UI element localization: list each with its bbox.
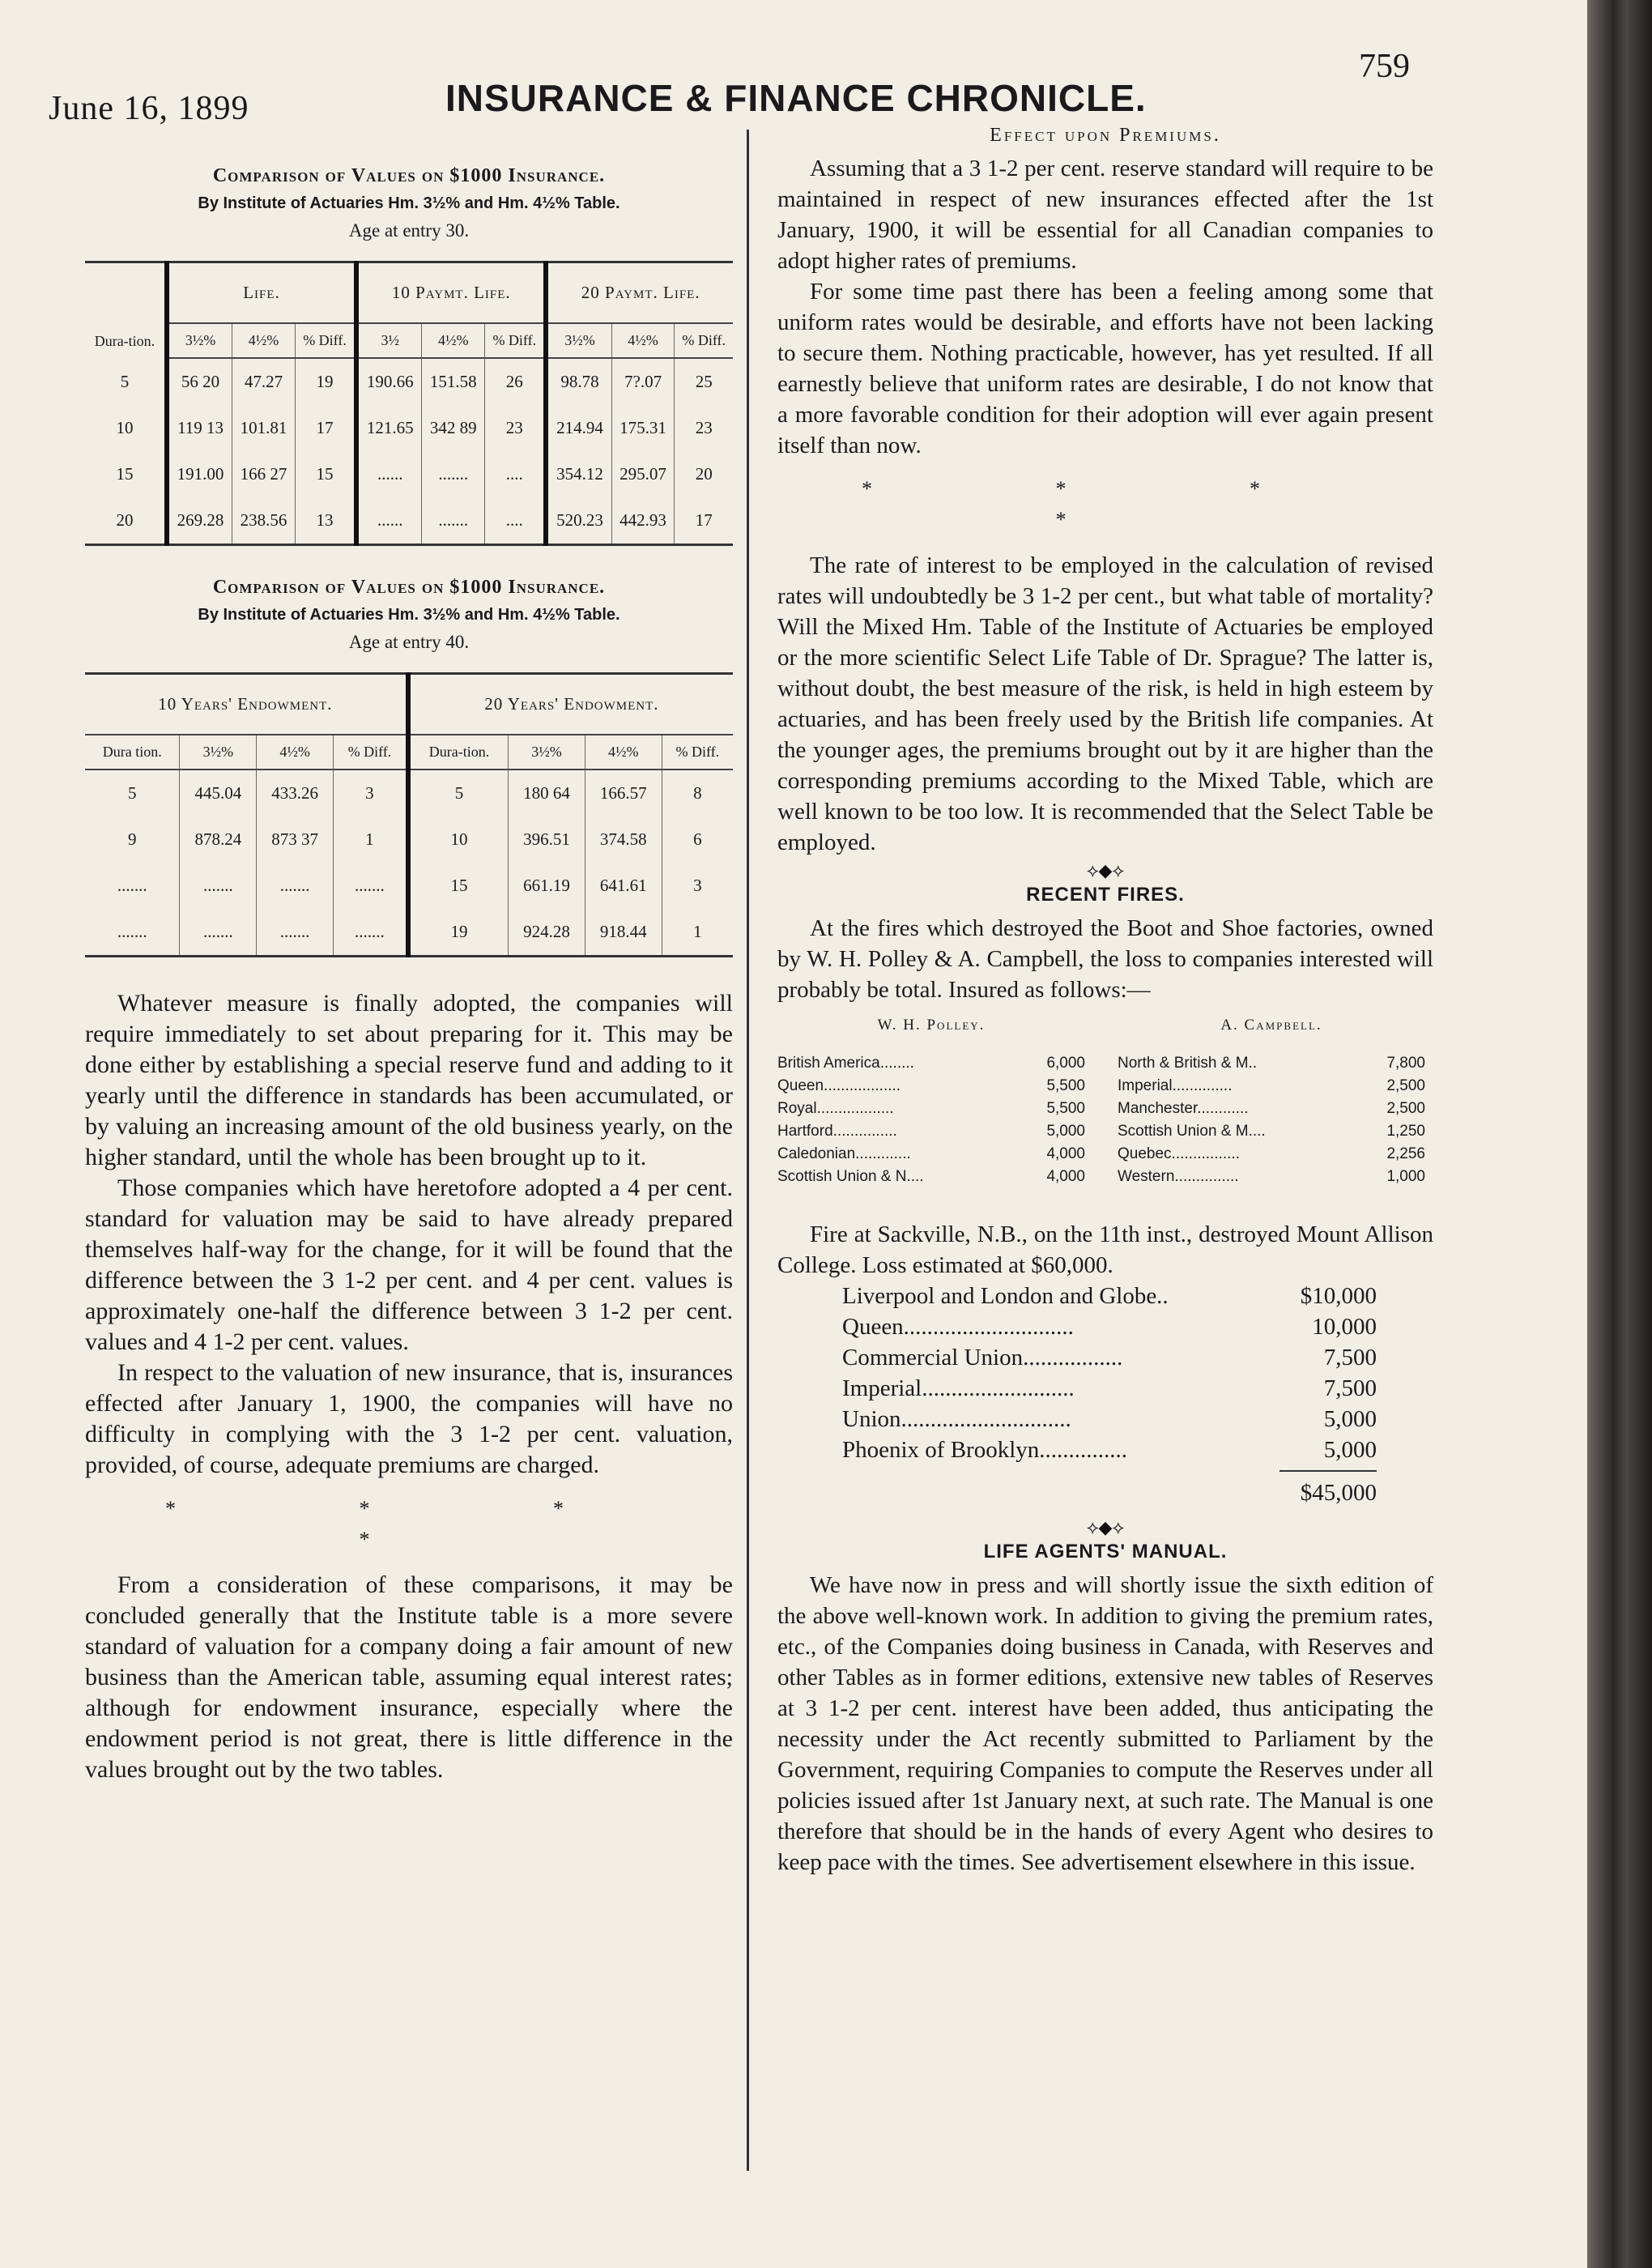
column-divider [747, 130, 749, 2171]
effect-article-body [777, 153, 1433, 858]
table-cell: 119 13 [167, 405, 232, 451]
table1-group-life: Life. [167, 262, 356, 324]
table-cell: 191.00 [167, 451, 232, 497]
table2-subheader: % Diff. [662, 735, 733, 770]
table-cell: 342 89 [422, 405, 485, 451]
table-cell: 214.94 [546, 405, 611, 451]
table-cell: 26 [485, 358, 547, 405]
insurer-amount: 4,000 [1046, 1145, 1085, 1162]
table1-subheader: 3½% [546, 323, 611, 358]
list-item [777, 1098, 1085, 1120]
table-cell: ....... [422, 451, 485, 497]
insurer-name: Hartford............... [777, 1123, 897, 1140]
table-cell: 190.66 [356, 358, 422, 405]
insurer-amount: 5,000 [1046, 1123, 1085, 1140]
table-cell: 445.04 [180, 770, 257, 816]
table1-subheader: 4½% [232, 323, 296, 358]
table2-caption-subtitle: By Institute of Actuaries Hm. 3½% and Hm. 4½% Table. [198, 606, 620, 624]
insurer-name: Queen.................. [777, 1077, 901, 1094]
insurer-name: Scottish Union & N.... [777, 1168, 924, 1185]
table-cell: 6 [662, 816, 733, 863]
book-spine-edge [1587, 0, 1652, 2268]
table-cell: ...... [356, 497, 422, 545]
table-cell: 56 20 [167, 358, 232, 405]
campbell-insurers-list [1118, 1017, 1425, 1188]
table1-subheader: % Diff. [485, 323, 547, 358]
insurer-amount: 2,500 [1386, 1077, 1425, 1094]
table-cell: 5 [120, 371, 130, 391]
list-item [777, 1075, 1085, 1098]
insurer-name: Manchester............ [1118, 1100, 1249, 1117]
table-cell: 295.07 [611, 451, 675, 497]
insurer-amount: 10,000 [1312, 1314, 1377, 1340]
list-item [1118, 1120, 1425, 1143]
table-cell: 121.65 [356, 405, 422, 451]
insurer-amount: 4,000 [1046, 1168, 1085, 1185]
insurer-amount: 5,000 [1323, 1406, 1377, 1432]
table-cell: 175.31 [611, 405, 675, 451]
table2-values-age-40 [85, 672, 733, 957]
insurer-name: Imperial.............. [1118, 1077, 1233, 1094]
table-cell: 25 [675, 358, 733, 405]
table-cell: 166 27 [232, 451, 296, 497]
table2-group-20-years-endowment: 20 Years' Endowment. [408, 674, 733, 735]
table1-subheader: 3½% [167, 323, 232, 358]
table-cell: 166.57 [585, 770, 662, 816]
insurer-name: Western............... [1118, 1168, 1239, 1185]
table-cell: 641.61 [585, 863, 662, 909]
table-cell: 918.44 [585, 909, 662, 957]
table-cell: 15 [116, 464, 134, 484]
table-cell: 23 [675, 405, 733, 451]
page-number: 759 [1359, 48, 1410, 85]
life-agents-manual-heading: LIFE AGENTS' MANUAL. [983, 1541, 1228, 1562]
insurer-amount: 7,800 [1386, 1055, 1425, 1072]
list-item [842, 1311, 1377, 1342]
list-item [842, 1373, 1377, 1404]
table-cell: 354.12 [546, 451, 611, 497]
insurer-amount: 2,500 [1386, 1100, 1425, 1117]
table2-subheader: % Diff. [333, 735, 407, 770]
table-cell: 1 [662, 909, 733, 957]
table-cell: 10 [116, 418, 134, 437]
paragraph: Assuming that a 3 1-2 per cent. reserve standard will require to be maintained in respect of new insurances effected after the 1st January, 1900, it will be essential for all Canadian companies to adopt higher rates of premiums. [777, 156, 1433, 274]
table-cell: 442.93 [611, 497, 675, 545]
table1-subheader: 4½% [611, 323, 675, 358]
table-cell: 238.56 [232, 497, 296, 545]
table1-duration-header: Dura-tion. [94, 333, 155, 349]
paragraph: For some time past there has been a feeling among some that uniform rates would be desirable, and efforts have not been lacking to secure them. Nothing practicable, however, has yet resulted. If all earnestly believe that uniform rates are desirable, I do not know that a more favorable condition for their adoption will ever again present itself than now. [777, 279, 1433, 458]
paragraph: Whatever measure is finally adopted, the companies will require immediately to set about preparing for it. This may be done either by establishing a special reserve fund and adding to it yearly until the difference in standards has been accumulated, or by valuing an increasing amount of the old business yearly, on the higher standard, until the whole has been brought up to it. [85, 990, 733, 1170]
table-cell: 396.51 [509, 816, 585, 863]
table-cell: 20 [116, 510, 134, 530]
table-cell: 23 [485, 405, 547, 451]
campbell-heading: A. Campbell. [1220, 1017, 1322, 1034]
table-cell: 1 [333, 816, 407, 863]
paragraph: Fire at Sackville, N.B., on the 11th inst., destroyed Mount Allison College. Loss estimated at $60,000. [777, 1221, 1433, 1278]
table-cell: ....... [180, 909, 257, 957]
insurer-amount: 1,000 [1386, 1168, 1425, 1185]
table-cell: 98.78 [546, 358, 611, 405]
table1-values-age-30 [85, 261, 733, 546]
table-cell: 10 [408, 816, 509, 863]
table-cell: ....... [117, 876, 147, 895]
insurer-name: Commercial Union................. [842, 1345, 1123, 1371]
insurer-name: Royal.................. [777, 1100, 894, 1117]
table-cell: ....... [180, 863, 257, 909]
issue-date: June 16, 1899 [49, 90, 249, 127]
recent-fires-heading: RECENT FIRES. [1026, 884, 1185, 906]
insurer-amount: 1,250 [1386, 1123, 1425, 1140]
right-column [777, 122, 1433, 1878]
table2-subheader: 3½% [509, 735, 585, 770]
sackville-total: $45,000 [1279, 1470, 1377, 1507]
insurer-name: British America........ [777, 1055, 914, 1072]
section-break-stars: * * * * [862, 477, 1349, 531]
paragraph: Those companies which have heretofore adopted a 4 per cent. standard for valuation may be said to have already prepared themselves half-way for the change, for it will be found that the difference between the 3 1-2 per cent. and 4 per cent. values is approximately one-half the difference between 3 1-2 per cent. values and 4 1-2 per cent. values. [85, 1174, 733, 1355]
table1-caption-title: Comparison of Values on $1000 Insurance. [212, 165, 606, 186]
page-header [49, 32, 1425, 127]
polley-insurers-list [777, 1017, 1085, 1188]
table-row [85, 863, 733, 909]
left-article-body [85, 988, 733, 1785]
insurer-amount: 7,500 [1323, 1375, 1377, 1401]
table-cell: 661.19 [509, 863, 585, 909]
table-cell: 19 [295, 358, 356, 405]
table1-subheader: % Diff. [295, 323, 356, 358]
table-cell: 7?.07 [611, 358, 675, 405]
table1-group-20-paymt-life: 20 Paymt. Life. [546, 262, 733, 324]
insurance-lists [777, 1017, 1433, 1219]
table-cell: 101.81 [232, 405, 296, 451]
insurer-amount: $10,000 [1300, 1283, 1377, 1309]
list-item [1118, 1098, 1425, 1120]
insurer-name: Union............................. [842, 1406, 1071, 1432]
list-item [842, 1281, 1377, 1311]
table-cell: ....... [333, 909, 407, 957]
insurer-amount: 5,000 [1323, 1437, 1377, 1463]
insurer-name: Caledonian............. [777, 1145, 911, 1162]
table2-subheader: Dura-tion. [408, 735, 509, 770]
paragraph: In respect to the valuation of new insurance, that is, insurances effected after January 1, 1900, the companies will have no difficulty in complying with the 3 1-2 per cent. valuation, provided, of course, adequate premiums are charged. [85, 1359, 733, 1478]
table-cell: 151.58 [422, 358, 485, 405]
list-item [777, 1143, 1085, 1166]
table-cell: .... [485, 451, 547, 497]
paragraph: The rate of interest to be employed in the calculation of revised rates will undoubtedly be 3 1-2 per cent., but what table of mortality? Will the Mixed Hm. Table of the Institute of Actuaries be employed or the more scientific Select Life Table of Dr. Sprague? The latter is, without doubt, the best measure of the risk, is held in high esteem by actuaries, and has been freely used by the British life companies. At the younger ages, the premiums brought out by it are higher than the corresponding premiums according to the Mixed Table, which are well known to be too low. It is recommended that the Select Table be employed. [777, 552, 1433, 855]
table-row [85, 909, 733, 957]
sackville-insurers-list [842, 1281, 1377, 1465]
table-cell: ....... [257, 863, 334, 909]
table-cell: 20 [675, 451, 733, 497]
table2-caption-age: Age at entry 40. [348, 632, 470, 652]
table-cell: 19 [408, 909, 509, 957]
paragraph: We have now in press and will shortly issue the sixth edition of the above well-known work. In addition to giving the premium rates, etc., of the Companies doing business in Canada, with Reserves and other Tables as in former editions, extensive new tables of Reserves at 3 1-2 per cent. interest have been added, thus anticipating the necessity under the Act recently submitted to Parliament by the Government, requiring Companies to compute the Reserves under all policies issued after 1st January next, at such rate. The Manual is one therefore that should be in the hands of every Agent who desires to keep pace with the times. See advertisement elsewhere in this issue. [777, 1572, 1433, 1875]
list-item [1118, 1052, 1425, 1075]
table2-subheader: 4½% [257, 735, 334, 770]
table1-subheader: 4½% [422, 323, 485, 358]
table-cell: 433.26 [257, 770, 334, 816]
insurer-amount: 2,256 [1386, 1145, 1425, 1162]
polley-heading: W. H. Polley. [877, 1017, 986, 1034]
section-break-stars: * * * * [165, 1497, 653, 1551]
table-row [85, 405, 733, 451]
table1-caption-age: Age at entry 30. [348, 220, 470, 241]
table2-caption-title: Comparison of Values on $1000 Insurance. [212, 577, 606, 598]
table-row [85, 770, 733, 816]
publication-title: INSURANCE & FINANCE CHRONICLE. [445, 77, 1147, 119]
insurer-name: Scottish Union & M.... [1118, 1123, 1266, 1140]
insurer-amount: 7,500 [1323, 1345, 1377, 1371]
table1-subheader: 3½ [356, 323, 422, 358]
insurer-name: Quebec................ [1118, 1145, 1241, 1162]
table-cell: 878.24 [180, 816, 257, 863]
recent-fires-body [777, 913, 1433, 1005]
insurer-amount: 5,500 [1046, 1100, 1085, 1117]
insurer-name: Phoenix of Brooklyn............... [842, 1437, 1128, 1463]
table-cell: 5 [408, 770, 509, 816]
list-item [777, 1120, 1085, 1143]
table-cell: 15 [295, 451, 356, 497]
table-row [85, 816, 733, 863]
table-cell: 873 37 [257, 816, 334, 863]
table-cell: 374.58 [585, 816, 662, 863]
table-cell: 47.27 [232, 358, 296, 405]
paragraph: At the fires which destroyed the Boot and Shoe factories, owned by W. H. Polley & A. Campbell, the loss to companies interested will probably be total. Insured as follows:— [777, 915, 1433, 1003]
table-cell: 13 [295, 497, 356, 545]
table-cell: .... [485, 497, 547, 545]
insurer-name: Liverpool and London and Globe.. [842, 1283, 1169, 1309]
table2-subheader: Dura tion. [85, 735, 180, 770]
table1-group-10-paymt-life: 10 Paymt. Life. [356, 262, 546, 324]
insurer-name: Imperial.......................... [842, 1375, 1075, 1401]
list-item [1118, 1166, 1425, 1188]
effect-upon-premiums-heading: Effect upon Premiums. [990, 125, 1221, 146]
table-cell: 17 [295, 405, 356, 451]
insurer-amount: 6,000 [1046, 1055, 1085, 1072]
table-cell: 17 [675, 497, 733, 545]
table2-subheader: 3½% [180, 735, 257, 770]
list-item [842, 1404, 1377, 1435]
table1-caption-subtitle: By Institute of Actuaries Hm. 3½% and Hm. 4½% Table. [198, 194, 620, 212]
table-cell: 15 [408, 863, 509, 909]
list-item [1118, 1075, 1425, 1098]
table2-subheader: 4½% [585, 735, 662, 770]
table-cell: 8 [662, 770, 733, 816]
manual-article-body [777, 1570, 1433, 1878]
table-cell: ....... [333, 863, 407, 909]
list-item [842, 1342, 1377, 1373]
table-cell: 9 [127, 829, 137, 849]
table-cell: 520.23 [546, 497, 611, 545]
insurer-amount: 5,500 [1046, 1077, 1085, 1094]
table-cell: ....... [257, 909, 334, 957]
insurer-name: North & British & M.. [1118, 1055, 1258, 1072]
ornament-divider: ⟡◆⟡ [1086, 1517, 1124, 1537]
table-cell: 269.28 [167, 497, 232, 545]
left-column [85, 162, 733, 1785]
table-row [85, 451, 733, 497]
list-item [1118, 1143, 1425, 1166]
table2-group-10-years-endowment: 10 Years' Endowment. [85, 674, 408, 735]
list-item [777, 1052, 1085, 1075]
table-row [85, 358, 733, 405]
ornament-divider: ⟡◆⟡ [1086, 860, 1124, 880]
table-cell: 3 [333, 770, 407, 816]
list-item [842, 1435, 1377, 1465]
table1-subheader: % Diff. [675, 323, 733, 358]
sackville-fire-body [777, 1219, 1433, 1281]
table-row [85, 497, 733, 545]
insurer-name: Queen............................. [842, 1314, 1074, 1340]
table-cell: 180 64 [509, 770, 585, 816]
table-cell: ...... [356, 451, 422, 497]
table-cell: ....... [422, 497, 485, 545]
table-cell: 924.28 [509, 909, 585, 957]
table2-caption [85, 573, 733, 656]
list-item [777, 1166, 1085, 1188]
table-cell: 3 [662, 863, 733, 909]
table-cell: 5 [127, 783, 137, 803]
table1-caption [85, 162, 733, 245]
table-cell: ....... [117, 922, 147, 941]
paragraph: From a consideration of these comparisons, it may be concluded generally that the Institute table is a more severe standard of valuation for a company doing a fair amount of new business than the American table, assuming equal interest rates; although for endowment insurance, especially where the endowment period is not great, there is little difference in the values brought out by the two tables. [85, 1571, 733, 1783]
